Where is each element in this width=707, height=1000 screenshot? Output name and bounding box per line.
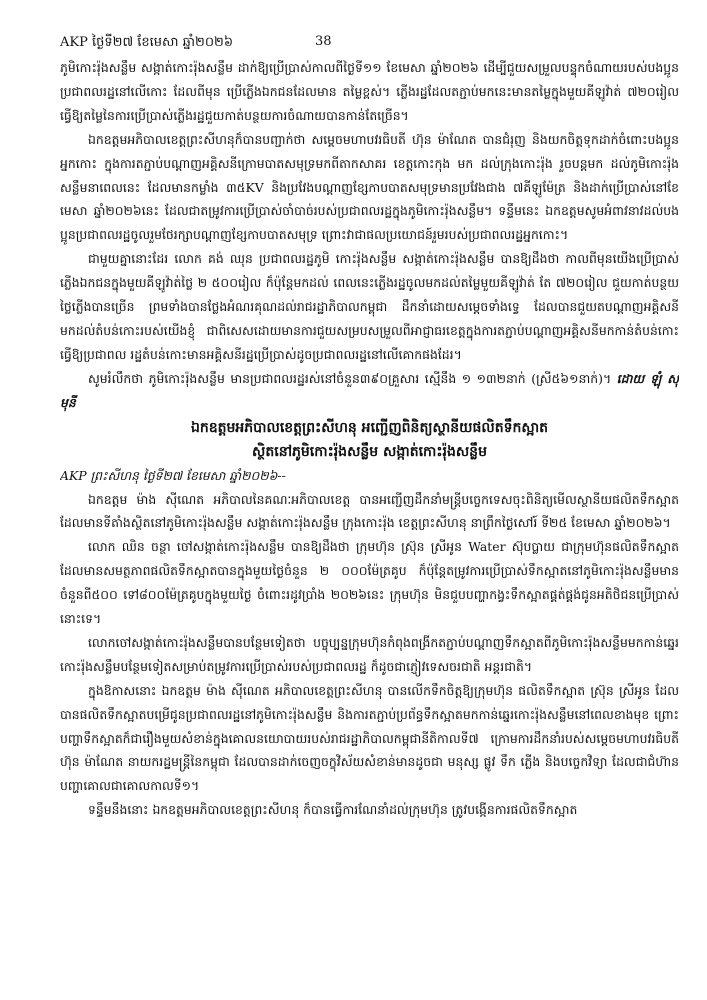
story2-paragraph-3: លោកចៅសង្កាត់កោះរ៉ុងសន្លឹមបានបន្ថែមទៀតថា បច្ចុប្បន្នក្រុមហ៊ុនកំពុងពង្រីកតភ្ជាប់បណ្តាញទឹកស្អាតពីភូមិកោះរ៉ុងសន្លឹមមកកាន់ឆ្នេរកោះរ៉ុងសន្លឹមបន្ថែមទៀតសម្រាប់តម្រូវការប្រើប្រាស់របស់ប្រជាពលរដ្ឋ ក៏ដូចជាភ្ញៀវទេសចរជាតិ អន្តរជាតិ។ [60,634,679,674]
story2-paragraph-1: ឯកឧត្តម ម៉ាង ស៊ីណេត អភិបាលនៃគណៈអភិបាលខេត្ត បានអញ្ជើញដឹកនាំមន្ត្រីបច្ចេកទេសចុះពិនិត្យមើលស្ថានីយផលិតទឹកស្អាត ដែលមានទីតាំងស្ថិតនៅភូមិកោះរ៉ុងសន្លឹម សង្កាត់កោះរ៉ុងសន្លឹម ក្រុងកោះរ៉ុង ខេត្តព្រះសីហនុ នាព្រឹកថ្ងៃសៅរ៍ ទី២៥ ខែមេសា ឆ្នាំ២០២៦។ [60,491,679,531]
story2-paragraph-2: លោក ឈិន ចន្ថា ចៅសង្កាត់កោះរ៉ុងសន្លឹម បានឱ្យដឹងថា ក្រុមហ៊ុន ស្រ៊ុន ស្រីអូន Water ស៊ុបប្លាយ ជាក្រុមហ៊ុនផលិតទឹកស្អាត ដែលមានសមត្ថភាពផលិតទឹកស្អាតបានក្នុងមួយថ្ងៃចំនួន ២ ០០០ម៉ែត្រគូប ក៏ប៉ុន្តែតម្រូវការប្រើប្រាស់ទឹកស្អាតនៅភូមិកោះរ៉ុងសន្លឹមមានចំនួនពី៥០០ ទៅ៨០០ម៉ែត្រគូបក្នុងមួយថ្ងៃ ចំពោះរដូវប្រាំង ២០២៦នេះ ក្រុមហ៊ុន មិនជួបបញ្ហាកង្វះទឹកស្អាតផ្គត់ផ្គង់ជូនអតិថិជនប្រើប្រាស់នោះទេ។ [60,539,679,627]
page-header [60,34,679,56]
story2-headline-line-1: ឯកឧត្តមអភិបាលខេត្តព្រះសីហនុ អញ្ជើញពិនិត្យស្ថានីយផលិតទឹកស្អាត [190,419,549,436]
story1-closing-text: សូមរំលឹកថា ភូមិកោះរ៉ុងសន្លឹម មានប្រជាពលរដ្ឋរស់នៅចំនួន៣៩០គ្រួសារ ស្មើនឹង ១ ១៣២នាក់ (ស្រី៥៦១នាក់)។ [88,370,612,386]
story1-byline: ដោយ ឡុំ សុមុនី [60,370,679,410]
story1-paragraph-1: ភូមិកោះរ៉ុងសន្លឹម សង្កាត់កោះរ៉ុងសន្លឹម ដាក់ឱ្យប្រើប្រាស់កាលពីថ្ងៃទី១១ ខែមេសា ឆ្នាំ២០២៦ ដើម្បីជួយសម្រួលបន្ទុកចំណាយរបស់បងប្អូនប្រជាពលរដ្ឋនៅលើកោះ ដែលពីមុន ប្រើភ្លើងឯកជនដែលមាន តម្លៃខ្ពស់។ ភ្លើងរដ្ឋដែលតភ្ជាប់មកនេះមានតម្លៃក្នុងមួយគីឡូវ៉ាត់ ៧២០រៀល ធ្វើឱ្យតម្លៃនៃការប្រើប្រាស់ភ្លើងរដ្ឋជួយកាត់បន្ថយការចំណាយបានកាន់តែច្រើន។ [60,60,679,123]
story2-paragraph-5: ទន្ទឹមនឹងនោះ ឯកឧត្តមអភិបាលខេត្តព្រះសីហនុ ក៏បានធ្វើការណែនាំដល់ក្រុមហ៊ុន ត្រូវបង្កើនការផលិតទឹកស្អាត [88,802,578,818]
page-number: 38 [315,34,332,49]
story2-headline-line-2: ស្ថិតនៅភូមិកោះរ៉ុងសន្លឹម សង្កាត់កោះរ៉ុងសន្លឹម [252,443,487,460]
story1-paragraph-4 [60,367,679,415]
story1-paragraph-2: ឯកឧត្តមអភិបាលខេត្តព្រះសីហនុក៏បានបញ្ជាក់ថា សម្តេចមហាបវរធិបតី ហ៊ុន ម៉ាណែត បានជំរុញ និងយកចិត្តទុកដាក់ចំពោះបងប្អូនអ្នកកោះ ក្នុងការតភ្ជាប់បណ្តាញអគ្គិសនីក្រោមបាតសមុទ្រមកពីតាកសាគរ ខេត្តកោះកុង មក ដល់ក្រុងកោះរ៉ុង រួចបន្តមក ដល់ភូមិកោះរ៉ុងសន្លឹមនាពេលនេះ ដែលមានកម្លាំង ៣៥KV និងប្រវែងបណ្តាញខ្សែកាបបាតសមុទ្រមានប្រវែងជាង ៧គីឡូម៉ែត្រ និងដាក់ប្រើប្រាស់នៅខែមេសា ឆ្នាំ២០២៦នេះ ដែលជាតម្រូវការប្រើប្រាស់ចាំបាច់របស់ប្រជាពលរដ្ឋក្នុងភូមិកោះរ៉ុងសន្លឹម។ ទន្ទឹមនេះ ឯកឧត្តមសូមអំពាវនាវដល់បងប្អូនប្រជាពលរដ្ឋចូលរួមថែរក្សាបណ្តាញខ្សែកាបបាតសមុទ្រ ព្រោះវាជាផលប្រយោជន៍រួមរបស់ប្រជាពលរដ្ឋអ្នកកោះ។ [60,131,679,243]
story1-paragraph-3: ជាមួយគ្នានោះដែរ លោក គង់ ឈុន ប្រជាពលរដ្ឋភូមិ កោះរ៉ុងសន្លឹម សង្កាត់កោះរ៉ុងសន្លឹម បានឱ្យដឹងថា កាលពីមុនយើងប្រើប្រាស់ភ្លើងឯកជនក្នុងមួយគីឡូវ៉ាត់ថ្លៃ ២ ៥០០រៀល ក៏ប៉ុន្តែមកដល់ ពេលនេះភ្លើងរដ្ឋចូលមកដល់តម្លៃមួយគីឡូវ៉ាត់ តែ ៧២០រៀល ជួយកាត់បន្ថយថ្លៃភ្លើងបានច្រើន ព្រមទាំងបានថ្លែងអំណរគុណដល់រាជរដ្ឋាភិបាលកម្ពុជា ដឹកនាំដោយសម្តេចទាំងទ្វេ ដែលបានជួយតបណ្តាញអគ្គិសនីមកដល់តំបន់កោះរបស់យើងខ្ញុំ ជាពិសេសដោយមានការជួយសម្របសម្រួលពីអាជ្ញាធរខេត្តក្នុងការតភ្ជាប់បណ្តាញអគ្គិសនីមកកាន់តំបន់កោះធ្វើឱ្យប្រជាពល រដ្ឋតំបន់កោះមានអគ្គិសនីរដ្ឋប្រើប្រាស់ដូចប្រជាពលរដ្ឋនៅលើគោកផងដែរ។ [60,251,679,362]
header-dateline: AKP ថ្ងៃទី២៧ ខែមេសា ឆ្នាំ២០២៦ [60,35,234,50]
story2-paragraph-4: ក្នុងឱកាសនោះ ឯកឧត្តម ម៉ាង ស៊ីណេត អភិបាលខេត្តព្រះសីហនុ បានលើកទឹកចិត្តឱ្យក្រុមហ៊ុន ផលិតទឹកស្អាត ស្រ៊ុន ស្រីអូន ដែលបានផលិតទឹកស្អាតបម្រើជូនប្រជាពលរដ្ឋនៅភូមិកោះរ៉ុងសន្លឹម និងការតភ្ជាប់ប្រព័ន្ធទឹកស្អាតមកកាន់ឆ្នេរកោះរ៉ុងសន្លឹមនៅពេលខាងមុខ ព្រោះបញ្ហាទឹកស្អាតក៏ជារឿងមួយសំខាន់ក្នុងគោលនយោបាយរបស់រាជរដ្ឋាភិបាលកម្ពុជានីតិកាលទី៧ ក្រោមការដឹកនាំរបស់សម្តេចមហាបវរធិបតី ហ៊ុន ម៉ាណែត នាយករដ្ឋមន្ត្រីនៃកម្ពុជា ដែលបានដាក់ចេញចក្ខុវិស័យសំខាន់មានដូចជា មនុស្ស ផ្លូវ ទឹក ភ្លើង និងបច្ចេកវិទ្យា ដែលជាជំហ៊ានបញ្ហាគោលជាគោលកាលទី១។ [60,682,679,794]
story2-headline [60,416,679,464]
article-body [60,56,679,822]
story2-dateline: AKP ព្រះសីហនុ ថ្ងៃទី២៧ ខែមេសា ឆ្នាំ២០២៦-- [60,467,286,483]
